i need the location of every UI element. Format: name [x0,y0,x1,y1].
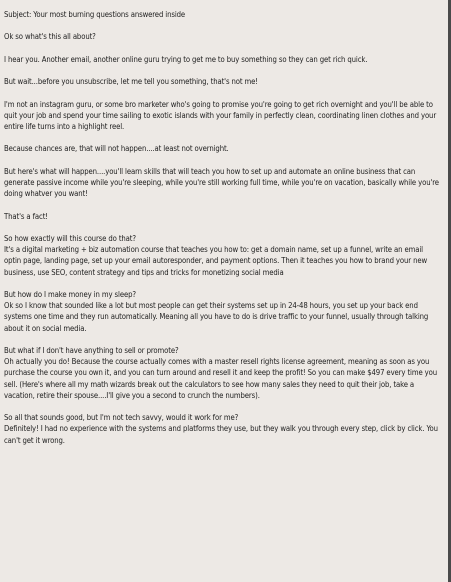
email-paragraph: I'm not an instagram guru, or some bro marketer who's going to promise you're going to get rich overnight and you'll be able to quit your job and spend your time sailing to exotic islands with your family in perfectly clean, coordinating linen clothes and your entire life turns into a highlight reel. [4,99,437,131]
email-document [4,9,442,457]
email-paragraph: But wait...before you unsubscribe, let me tell you something, that's not me! [4,77,258,87]
email-paragraph: So all that sounds good, but I'm not tech savvy, would it work for me? Definitely! I had no experience with the systems and platforms they use, but they walk you through every step, click by click. You can't get it wrong. [4,413,438,445]
email-paragraph: I hear you. Another email, another online guru trying to get me to buy something so they can get rich quick. [4,54,368,64]
email-paragraph: That's a fact! [4,211,48,221]
email-body [4,31,442,445]
email-subject: Subject: Your most burning questions answered inside [4,10,186,19]
email-paragraph: Because chances are, that will not happen....at least not overnight. [4,144,229,154]
email-paragraph: But what if I don't have anything to sell or promote? Oh actually you do! Because the course actually comes with a master resell rights license agreement, meaning as soon as you purchase the course you own it, and you can turn around and resell it and keep the profit! So you can make $497 every time you sell. (Here's where all my math wizards break out the calculators to see how many sales they need to quit their job, take a vacation, retire their spouse....I'll give you a second to crunch the numbers). [4,345,438,400]
email-paragraph: Ok so what's this all about? [4,32,96,42]
email-paragraph: But here's what will happen....you'll learn skills that will teach you how to set up and automate an online business that can generate passive income while you're sleeping, while you're still working full time, while you're on vacation, basically while you're doing whatver you want! [4,166,439,199]
email-paragraph: So how exactly will this course do that? It's a digital marketing + biz automation course that teaches you how to: get a domain name, set up a funnel, write an email optin page, landing page, set up your email autoresponder, and payment options. Then it teaches you how to brand your new business, use SEO, content strategy and tips and tricks for monetizing social media [4,233,428,277]
email-paragraph: But how do I make money in my sleep? Ok so I know that sounded like a lot but most people can get their systems set up in 24-48 hours, you set up your back end systems one time and they run automatically. Meaning all you have to do is drive traffic to your funnel, usually through talking about it on social media. [4,289,429,333]
